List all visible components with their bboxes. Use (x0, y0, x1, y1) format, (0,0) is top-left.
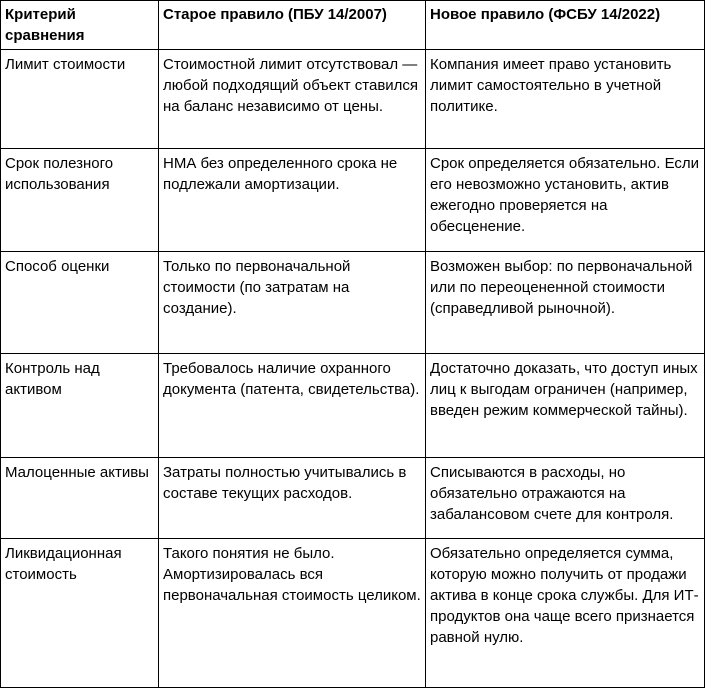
cell-old-rule: Стоимостной лимит отсутствовал — любой подходящий объект ставился на баланс независимо от цены. (159, 50, 426, 149)
table-row (1, 458, 705, 539)
header-criterion: Критерий сравнения (1, 1, 159, 50)
table-row (1, 50, 705, 149)
cell-new-rule: Возможен выбор: по первоначальной или по переоцененной стоимости (справедливой рыночной). (426, 252, 705, 354)
cell-criterion: Срок полезного использования (1, 149, 159, 252)
cell-old-rule: Затраты полностью учитывались в составе текущих расходов. (159, 458, 426, 539)
cell-criterion: Ликвидационная стоимость (1, 539, 159, 688)
header-old-rule: Старое правило (ПБУ 14/2007) (159, 1, 426, 50)
cell-old-rule: Такого понятия не было. Амортизировалась вся первоначальная стоимость целиком. (159, 539, 426, 688)
cell-new-rule: Компания имеет право установить лимит самостоятельно в учетной политике. (426, 50, 705, 149)
cell-criterion: Способ оценки (1, 252, 159, 354)
header-new-rule: Новое правило (ФСБУ 14/2022) (426, 1, 705, 50)
cell-criterion: Лимит стоимости (1, 50, 159, 149)
cell-old-rule: НМА без определенного срока не подлежали амортизации. (159, 149, 426, 252)
cell-old-rule: Требовалось наличие охранного документа (патента, свидетельства). (159, 354, 426, 458)
cell-old-rule: Только по первоначальной стоимости (по затратам на создание). (159, 252, 426, 354)
table-row (1, 252, 705, 354)
cell-criterion: Малоценные активы (1, 458, 159, 539)
table-row (1, 149, 705, 252)
table-header-row (1, 1, 705, 50)
table-row (1, 539, 705, 688)
table-row (1, 354, 705, 458)
cell-new-rule: Срок определяется обязательно. Если его невозможно установить, актив ежегодно проверяется на обесценение. (426, 149, 705, 252)
cell-new-rule: Списываются в расходы, но обязательно отражаются на забалансовом счете для контроля. (426, 458, 705, 539)
cell-new-rule: Обязательно определяется сумма, которую можно получить от продажи актива в конце срока службы. Для ИТ-продуктов она чаще всего признается равной нулю. (426, 539, 705, 688)
cell-new-rule: Достаточно доказать, что доступ иных лиц к выгодам ограничен (например, введен режим коммерческой тайны). (426, 354, 705, 458)
cell-criterion: Контроль над активом (1, 354, 159, 458)
